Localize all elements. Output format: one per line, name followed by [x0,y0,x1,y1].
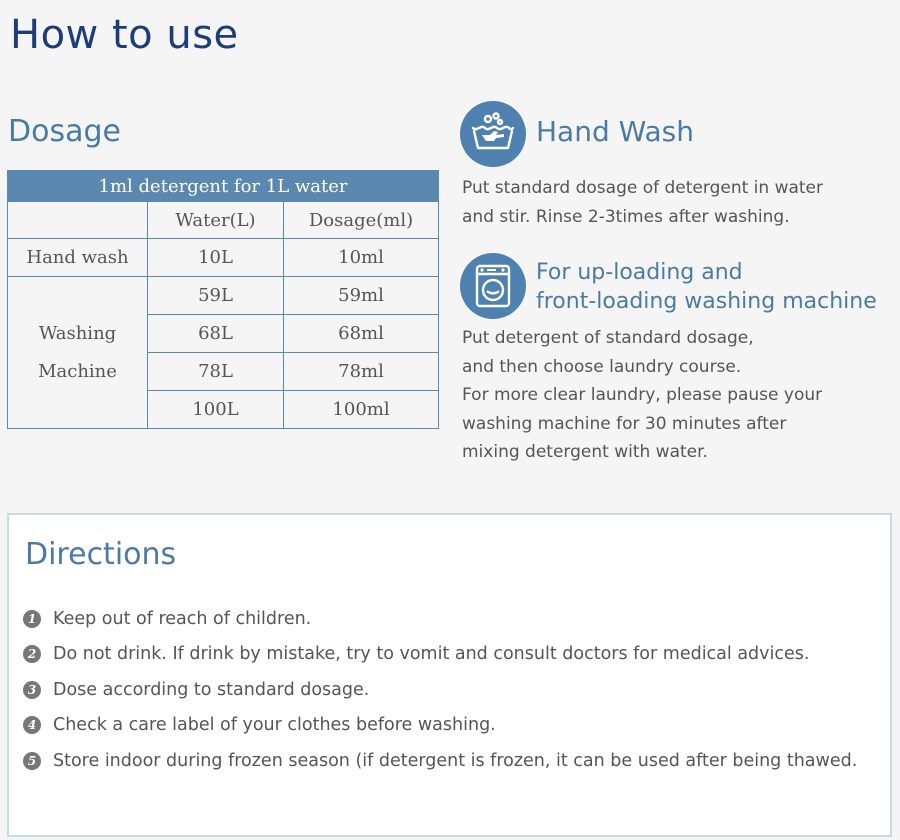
table-cell-water: 68L [148,315,284,353]
directions-panel [7,513,892,837]
directions-heading: Directions [25,537,177,572]
table-cell-water: 78L [148,353,284,391]
row-label-hand-wash: Hand wash [8,239,148,277]
title-line: front-loading washing machine [536,289,877,314]
table-cell-dosage: 100ml [284,391,439,429]
direction-text: Store indoor during frozen season (if detergent is frozen, it can be used after being thawed. [53,750,858,771]
hand-wash-basin-icon [460,101,526,167]
instruction-line: and then choose laundry course. [462,356,742,377]
table-cell-water: 59L [148,277,284,315]
table-corner-cell [8,202,148,239]
table-cell-dosage: 59ml [284,277,439,315]
title-line: For up-loading and [536,260,743,285]
instruction-line: Put detergent of standard dosage, [462,328,754,348]
direction-text: Check a care label of your clothes before washing. [53,715,496,736]
dosage-table [7,170,439,429]
number-badge-icon: 1 [23,610,41,628]
page-title: How to use [10,12,239,58]
list-item [23,672,857,708]
list-item [23,601,857,637]
table-cell-dosage: 68ml [284,315,439,353]
washing-machine-title [536,258,886,316]
direction-text: Do not drink. If drink by mistake, try to vomit and consult doctors for medical advices. [53,644,810,665]
washing-machine-icon [460,253,526,319]
table-cell-dosage: 78ml [284,353,439,391]
list-item [23,743,857,779]
table-row [8,239,439,277]
number-badge-icon: 2 [23,645,41,663]
table-row [8,277,439,315]
directions-list [23,601,857,779]
instruction-line: washing machine for 30 minutes after [462,413,787,434]
washing-machine-instructions [462,324,892,467]
row-label-line: Machine [38,360,117,382]
column-header-water: Water(L) [148,202,284,239]
dosage-table-header: 1ml detergent for 1L water [8,171,439,202]
hand-wash-title: Hand Wash [536,115,695,148]
dosage-heading: Dosage [8,114,121,149]
instruction-line: For more clear laundry, please pause your [462,385,823,405]
instruction-line: Put standard dosage of detergent in water [462,178,824,198]
number-badge-icon: 4 [23,716,41,734]
instruction-line: and stir. Rinse 2-3times after washing. [462,206,790,227]
instruction-line: mixing detergent with water. [462,442,708,462]
list-item [23,637,857,673]
row-label-washing-machine [8,277,148,429]
direction-text: Keep out of reach of children. [53,608,312,629]
table-cell-water: 10L [148,239,284,277]
number-badge-icon: 3 [23,681,41,699]
number-badge-icon: 5 [23,752,41,770]
list-item [23,708,857,744]
hand-wash-instructions [462,174,892,231]
table-cell-water: 100L [148,391,284,429]
row-label-line: Washing [38,322,117,344]
direction-text: Dose according to standard dosage. [53,679,370,700]
column-header-dosage: Dosage(ml) [284,202,439,239]
table-cell-dosage: 10ml [284,239,439,277]
